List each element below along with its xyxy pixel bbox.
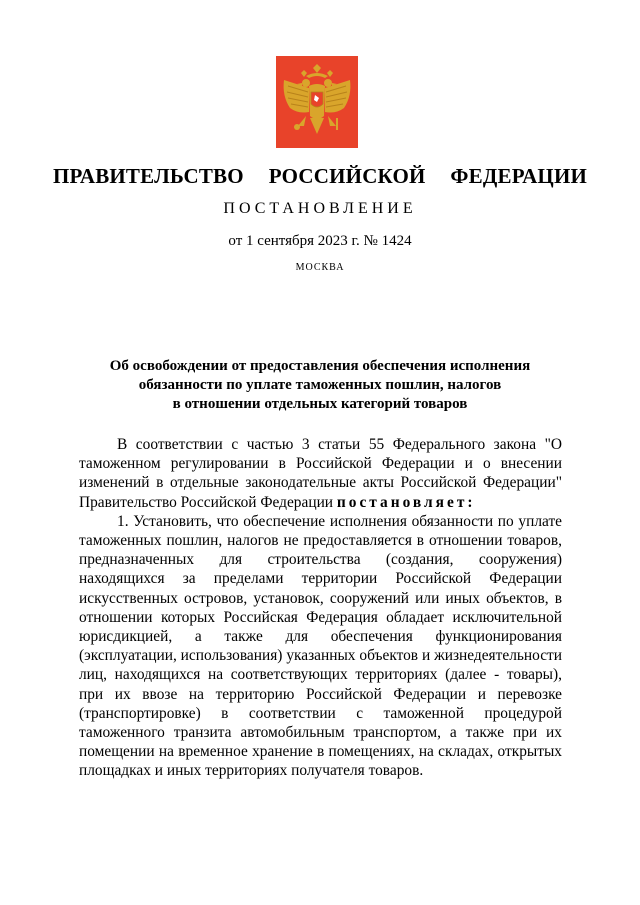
coat-of-arms-icon — [276, 56, 358, 148]
preamble-text: В соответствии с частью 3 статьи 55 Федерального закона "О таможенном регулировании в Российской Федерации и о внесении изменений в отдельные законодательные акты Российской Федерации" Правительство Российской Федерации — [79, 436, 562, 511]
item-1-paragraph: 1. Установить, что обеспечение исполнения обязанности по уплате таможенных пошлин, налогов не предоставляется в отношении товаров, предназначенных для строительства (создания, сооружения) находящихся за пределами территории Российской Федерации искусственных островов, установок, сооружений или иных объектов, в отношении которых Российская Федерация обладает исключительной юрисдикцией, а также для обеспечения функционирования (эксплуатации, использования) указанных объектов и жизнедеятельности лиц, находящихся на соответствующих территориях (далее - товары), при их ввозе на территорию Российской Федерации и перевозке (транспортировке) в соответствии с таможенной процедурой таможенного транзита автомобильным транспортом, а также при их помещении на временное хранение в помещениях, на складах, открытых площадках и иных территориях получателя товаров. — [79, 512, 562, 780]
subject-line: Об освобождении от предоставления обеспечения исполнения — [109, 358, 531, 374]
subject-line: в отношении отдельных категорий товаров — [172, 396, 468, 412]
government-title: ПРАВИТЕЛЬСТВО РОССИЙСКОЙ ФЕДЕРАЦИИ — [52, 164, 588, 188]
preamble-paragraph — [79, 435, 562, 512]
document-subject — [80, 357, 560, 414]
resolves-word: постановляет: — [336, 493, 476, 511]
subject-line: обязанности по уплате таможенных пошлин, налогов — [138, 377, 502, 393]
document-body — [79, 435, 562, 781]
document-city: МОСКВА — [295, 262, 345, 273]
document-date-number: от 1 сентября 2023 г. № 1424 — [228, 233, 412, 249]
document-type: ПОСТАНОВЛЕНИЕ — [223, 200, 417, 217]
